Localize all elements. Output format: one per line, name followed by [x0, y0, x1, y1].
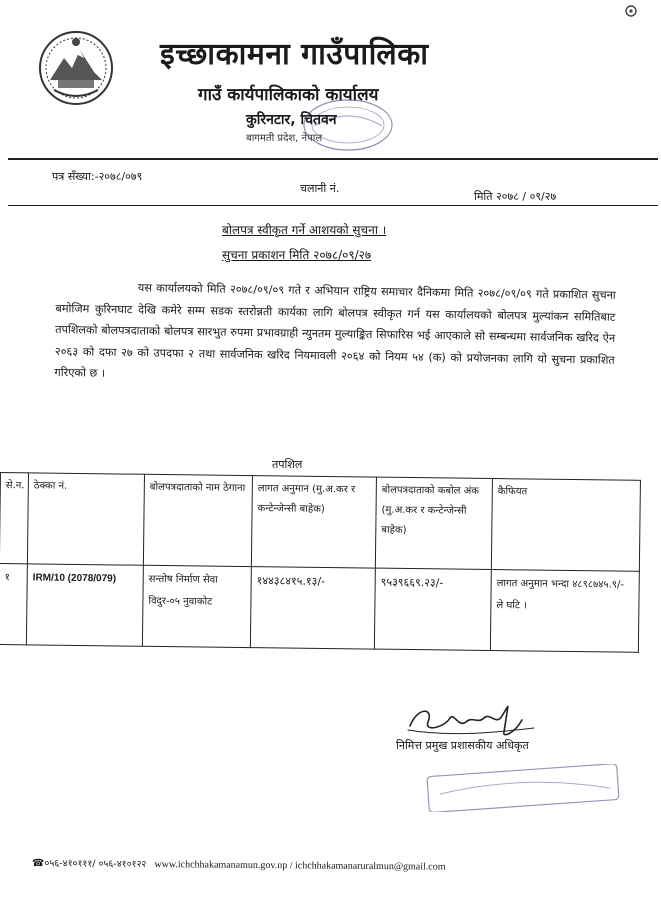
col-header-contract-no: ठेक्का नं. [27, 473, 144, 565]
corner-mark [624, 4, 638, 18]
table-row [0, 563, 639, 652]
col-header-remarks: कैफियत [491, 479, 640, 572]
header-divider [8, 158, 658, 160]
office-name: गाउँ कार्यपालिकाको कार्यालय [198, 85, 379, 105]
cell-contract-no: IRM/10 (2078/079) [26, 564, 143, 646]
cell-bidder: सन्तोष निर्माण सेवा विदुर-०५ नुवाकोट [142, 565, 251, 647]
footer [32, 856, 446, 873]
meta-divider [8, 205, 658, 206]
org-name: इच्छाकामना गाउँपालिका [160, 37, 429, 72]
official-stamp-icon [300, 96, 396, 154]
col-header-bidder: बोलपत्रदाताको नाम ठेगाना [143, 474, 252, 566]
publish-date: सुचना प्रकाशन मिति २०७८/०९/२७ [222, 248, 372, 262]
phone-icon: ☎ [31, 857, 45, 870]
cell-bid-amount: ९५३९६६९.२३/- [374, 568, 491, 650]
cell-sn: १ [0, 563, 27, 644]
signature-icon [404, 698, 544, 740]
notice-body: यस कार्यालयको मिति २०७८/०९/०९ गते र अभियान राष्ट्रिय समाचार दैनिकमा मिति २०७८/०९/०९ गते प्रकाशित सुचना बमोजिम कुरिनघाट देखि कमेरे सम्म सडक स्तरोन्नती कार्यका लागि बोलपत्र स्वीकृत गर्न यस कार्यालयको बोलपत्र मुल्यांकन समितिबाट तपशिलको बोलपत्रदाताको बोलपत्र सारभुत रुपमा प्रभावग्राही न्युनतम मुल्याङ्कित सिफारिस भई आएकाले सो सम्बन्धमा सार्वजनिक खरिद ऐन २०६३ को दफा २७ को उपदफा २ तथा सार्वजनिक खरिद नियमावली २०६४ को नियम ५४ (क) को प्रयोजनका लागि यो सुचना प्रकाशित गरिएको छ । [54, 281, 616, 381]
nepal-emblem-icon [36, 28, 116, 108]
cell-remarks: लागत अनुमान भन्दा ४८९८७४५.९/- ले घटि । [490, 570, 639, 653]
province-name: बागमती प्रदेश, नेपाल [246, 133, 323, 144]
bid-table [0, 472, 641, 653]
notice-subject: बोलपत्र स्वीकृत गर्ने आशयको सुचना । [222, 223, 387, 237]
col-header-sn: से.न. [0, 473, 28, 564]
official-stamp-icon [424, 764, 624, 812]
dispatch-number: चलानी नं. [300, 182, 340, 195]
col-header-bid-amount: बोलपत्रदाताको कबोल अंक (मु.अ.कर र कन्टेन्जेन्सी बाहेक) [375, 477, 492, 569]
letter-date: मिति २०७८ / ०९/२७ [474, 190, 557, 203]
cell-estimate: १४४३८४१५.१३/- [250, 567, 375, 650]
office-location: कुरिनटार, चितवन [246, 112, 337, 128]
footer-web-email: www.ichchhakamanamun.gov.np / ichchhakamanaruralmun@gmail.com [154, 859, 446, 873]
footer-phone: ०५६-४१०१११/ ०५६-४१०१२२ [44, 858, 147, 870]
table-header-row [0, 473, 640, 572]
signer-title: निमित्त प्रमुख प्रशासकीय अधिकृत [396, 739, 529, 752]
col-header-estimate: लागत अनुमान (मु.अ.कर र कन्टेन्जेन्सी बाहेक) [251, 476, 376, 569]
table-heading: तपशिल [272, 458, 303, 471]
reference-number: पत्र सँख्या:-२०७८/०७९ [52, 170, 143, 183]
